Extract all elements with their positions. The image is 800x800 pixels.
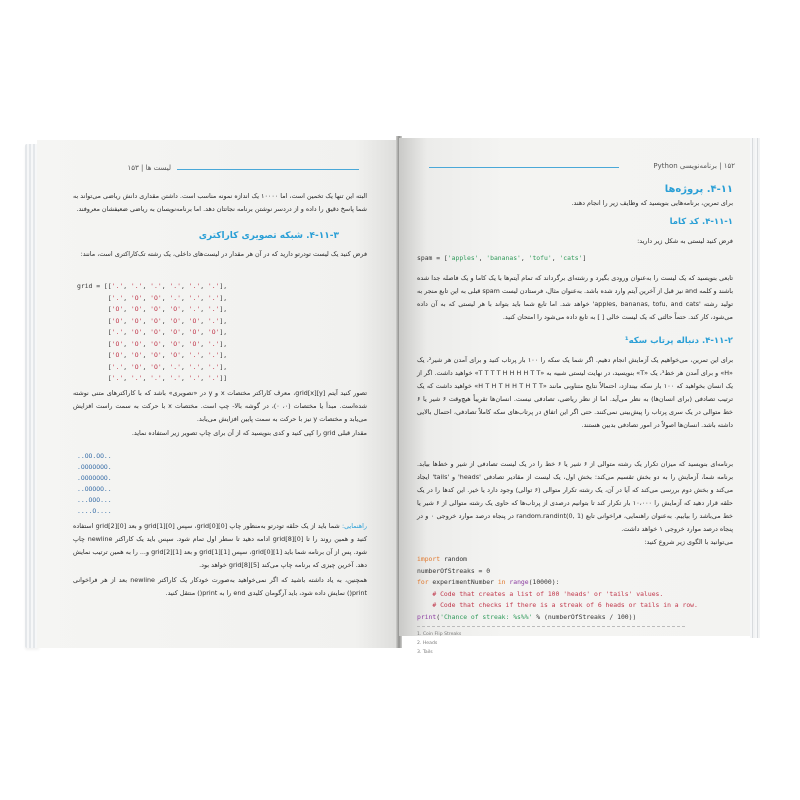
hint-paragraph xyxy=(73,520,367,572)
spam-code: spam = ['apples', 'bananas', 'tofu', 'cats'] xyxy=(417,254,587,262)
grid-output-line: ...OOO... xyxy=(77,496,112,504)
grid-output-line: .OOOOOOO. xyxy=(77,463,112,471)
coin-flip-heading: ۴-۱۱-۲. دنباله پرتاب سکه¹ xyxy=(624,336,733,346)
hint-text: شما باید از یک حلقه تودرتو به‌منظور چاپ grid[0][0]، سپس grid[1][0] و بعد grid[2][0] استفاده کنید و همین روند را تا grid[8][0] ادامه دهید تا سطر اول تمام شود. سپس باید یک کاراکتر newline چاپ شود. پس از آن برنامه شما باید grid[0][1]، سپس grid[1][1] و بعد grid[2][1] و... را به همین ترتیب نمایش دهد. آخرین چیزی که برنامه چاپ می‌کند grid[8][5] خواهد بود. xyxy=(73,522,367,569)
grid-code-row: ['O', 'O', 'O', 'O', '.', '.'], xyxy=(77,305,228,313)
right-page xyxy=(399,138,751,655)
comma-paragraph: تابعی بنویسید که یک لیست را به‌عنوان ورودی بگیرد و رشته‌ای برگرداند که تمام آیتم‌ها با یک کاما و یک فاصله جدا شده باشند و کلمه and نیز قبل از آخرین آیتم وارد شده باشد. به‌عنوان مثال، فرستادن لیست spam قبلی به این تابع منجر به تولید رشته 'apples, bananas, tofu, and cats' خواهد شد. اما تابع شما باید بتواند با هر لیستی که به آن داده می‌شود، کار کند. حتماً حالتی که یک لیست خالی [ ] به تابع داده می‌شود را امتحان کنید. xyxy=(417,274,734,321)
grid-code-row: ['.', 'O', 'O', 'O', 'O', 'O'], xyxy=(77,328,228,336)
grid-code-row: ['O', 'O', 'O', 'O', 'O', '.'], xyxy=(77,316,228,325)
section-heading-grid: ۴-۱۱-۳. شبکه تصویری کاراکتری xyxy=(198,231,339,241)
left-header-rule xyxy=(177,169,359,170)
grid-output-line: ..OO.OO.. xyxy=(77,452,112,460)
grid-code-row: ['.', 'O', 'O', '.', '.', '.'], xyxy=(77,293,228,302)
grid-code-row: ['.', '.', '.', '.', '.', '.']] xyxy=(77,374,228,382)
left-running-head: لیست ها | ۱۵۳ xyxy=(127,164,171,172)
grid-code-block xyxy=(77,281,227,385)
section-intro: فرض کنید یک لیست تودرتو دارید که در آن هر مقدار در لیست‌های داخلی، یک رشته تک‌کاراکتری است، مانند: xyxy=(80,250,367,258)
copy-paragraph: مقدار قبلی grid را کپی کنید و کدی بنویسید که از آن برای چاپ تصویر زیر استفاده نماید. xyxy=(131,429,367,437)
left-page xyxy=(37,140,399,648)
comma-intro: فرض کنید لیستی به شکل زیر دارید: xyxy=(637,237,733,245)
footnote-3: 3. Tails xyxy=(417,650,433,655)
grid-code-row: grid = [['.', '.', '.', '.', '.', '.'], xyxy=(77,282,228,290)
right-page-edges xyxy=(750,138,760,638)
footnote-1: 1. Coin Flip Streaks xyxy=(417,632,462,637)
projects-heading: ۴-۱۱. پروژه‌ها xyxy=(664,184,733,195)
coin-paragraph-1: برای این تمرین، می‌خواهیم یک آزمایش انجام دهیم. اگر شما یک سکه را ۱۰۰ بار پرتاب کنید و برای آمدن هر شیر²، یک «H» و برای آمدن هر خط³، یک «T» بنویسید، در نهایت لیستی شبیه به «T T T T H H H H T T» خواهید داشت. اگر از یک انسان بخواهید که ۱۰۰ بار سکه بیندازد، احتمالاً نتایج متناوبی مانند «H T H T H H T H T T» خواهید داشت که یک ترتیب تصادفی (برای انسان‌ها) به نظر می‌آید. اما از نظر ریاضی، تصادفی نیست. انسان‌ها تقریباً هیچ‌وقت ۶ شیر یا ۶ خط متوالی در یک سری پرتاب را پیش‌بینی نمی‌کنند. حتی اگر این اتفاق در پرتاب‌های سکه کاملاً تصادفی، احتمال بالایی داشته باشد. انسان‌ها اصولاً در امور تصادفی بدبین هستند. xyxy=(417,356,734,429)
grid-code-row: ['.', 'O', 'O', '.', '.', '.'], xyxy=(77,362,228,371)
footnotes xyxy=(417,630,461,657)
comma-code-heading: ۴-۱۱-۱. کد کاما xyxy=(669,217,733,227)
newline-paragraph: همچنین، به یاد داشته باشید که اگر نمی‌خواهید به‌صورت خودکار یک کاراکتر newline بعد از هر فراخوانی print() نمایش داده شود، باید آرگومان کلیدی end را به print() منتقل کنید. xyxy=(73,576,368,597)
explain-paragraph: تصور کنید آیتم grid[x][y]، معرف کاراکتر مختصات x و y در «تصویری» باشد که با کاراکترهای متنی نوشته شده‌است. مبدأ یا مختصات (۰، ۰)، در گوشه بالا- چپ است. مختصات x با حرکت به سمت راست افزایش می‌یابد و مختصات y نیز با حرکت به سمت پایین افزایش می‌یابد. xyxy=(73,389,368,423)
open-book-spread xyxy=(25,136,760,655)
projects-intro: برای تمرین، برنامه‌هایی بنویسید که وظایف زیر را انجام دهند. xyxy=(571,199,733,207)
right-running-head: ۱۵۲ | برنامه‌نویسی Python xyxy=(653,162,735,170)
template-code: import random numberOfStreaks = 0 for experimentNumber in range(10000): # Code that creates a list of 100 'heads' or 'tails' values. # Code that checks if there is a streak of 6 heads or tails in a row. print('Chance of streak: %s%%' % (numberOfStreaks / 100)) xyxy=(417,555,698,621)
grid-output-line: ..OOOOO.. xyxy=(77,485,112,493)
intro-paragraph: البته این تنها یک تخمین است، اما ۱۰۰۰۰ یک اندازه نمونه مناسب است. داشتن مقداری دانش ریاضی می‌تواند به شما پاسخ دقیق را داده و از دردسر نوشتن برنامه نجاتتان دهد. اما برنامه‌نویسان به ریاضی ضعیفشان معروفند. xyxy=(73,192,367,213)
grid-output-block xyxy=(77,451,112,517)
footnote-2: 2. Heads xyxy=(417,641,438,646)
grid-output-line: ....O.... xyxy=(77,507,112,515)
template-intro: می‌توانید با الگوی زیر شروع کنید: xyxy=(644,538,733,546)
footnote-divider xyxy=(417,626,685,627)
grid-code-row: ['O', 'O', 'O', 'O', 'O', '.'], xyxy=(77,339,228,348)
coin-paragraph-2: برنامه‌ای بنویسید که میزان تکرار یک رشته متوالی از ۶ شیر یا ۶ خط را در یک لیست تصادفی از شیر و خط‌ها بیابد. برنامه شما، آزمایش را به دو بخش تقسیم می‌کند: بخش اول، یک لیست از مقادیر تصادفی 'heads' و 'tails' ایجاد می‌کند و بخش دوم بررسی می‌کند که آیا در آن، یک رشته تکرار متوالی (۶ توالی) وجود دارد یا خیر. این کدها را در یک حلقه قرار دهید که آزمایش را ۱۰،۰۰۰ بار تکرار کند تا بتوانیم درصدی از پرتاب‌ها که حاوی یک رشته متوالی از ۶ شیر یا خط می‌باشد را بیابیم. به‌عنوان راهنمایی، فراخوانی تابع random.randint(0, 1) در پنجاه درصد موارد خروجی ۰ و در پنجاه درصد موارد خروجی ۱ خواهد داشت. xyxy=(417,460,734,533)
right-header-rule xyxy=(429,167,619,168)
grid-code-row: ['O', 'O', 'O', 'O', '.', '.'], xyxy=(77,351,228,359)
hint-label: راهنمایی: xyxy=(341,522,368,530)
grid-output-line: .OOOOOOO. xyxy=(77,474,112,482)
